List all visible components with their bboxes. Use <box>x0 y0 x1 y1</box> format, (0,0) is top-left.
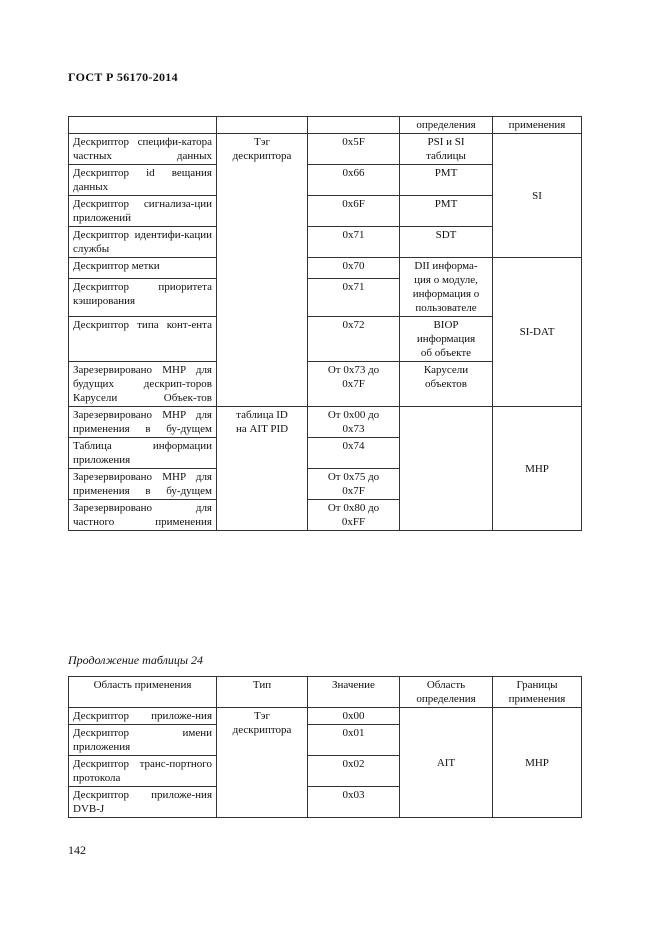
value-cell: 0x70 <box>308 258 400 279</box>
desc-cell: Дескриптор специфи-катора частных данных <box>69 134 217 165</box>
desc-cell: Зарезервировано MHP для применения в бу-дущем <box>69 469 217 500</box>
table-row <box>69 258 582 279</box>
value-cell: 0x6F <box>308 196 400 227</box>
header-cell <box>217 117 308 134</box>
table-header-row <box>69 117 582 134</box>
desc-cell: Дескриптор сигнализа-ции приложений <box>69 196 217 227</box>
desc-cell: Дескриптор идентифи-кации службы <box>69 227 217 258</box>
header-cell <box>69 117 217 134</box>
header-cell: Значение <box>308 677 400 708</box>
desc-cell: Зарезервировано MHP для применения в бу-дущем <box>69 407 217 438</box>
desc-cell: Дескриптор типа конт-ента <box>69 317 217 362</box>
header-cell: определения <box>400 117 493 134</box>
type-cell: Тэг дескриптора <box>217 708 308 818</box>
type-cell: Тэг дескриптора <box>217 134 308 407</box>
table-header-row <box>69 677 582 708</box>
scope-cell: PMT <box>400 165 493 196</box>
desc-cell: Дескриптор транс-портного протокола <box>69 756 217 787</box>
scope-cell-ait: AIT <box>400 708 493 818</box>
table-row <box>69 134 582 165</box>
desc-cell: Дескриптор приложе-ния DVB-J <box>69 787 217 818</box>
scope-cell: PMT <box>400 196 493 227</box>
value-cell: 0x71 <box>308 227 400 258</box>
header-cell: применения <box>493 117 582 134</box>
table-row <box>69 708 582 725</box>
desc-cell: Дескриптор приоритета кэширования <box>69 278 217 316</box>
descriptor-table-continued <box>68 116 582 531</box>
scope-cell: DII информа- ция о модуле, информация о пользователе <box>400 258 493 317</box>
header-cell: Область определения <box>400 677 493 708</box>
header-cell: Границы применения <box>493 677 582 708</box>
value-cell: 0x71 <box>308 278 400 316</box>
desc-cell: Дескриптор метки <box>69 258 217 279</box>
scope-cell: PSI и SI таблицы <box>400 134 493 165</box>
desc-cell: Зарезервировано MHP для будущих дескрип-торов Карусели Объек-тов <box>69 362 217 407</box>
limit-cell-si: SI <box>493 134 582 258</box>
desc-cell: Дескриптор приложе-ния <box>69 708 217 725</box>
desc-cell: Таблица информации приложения <box>69 438 217 469</box>
value-cell: 0x03 <box>308 787 400 818</box>
table-caption: Продолжение таблицы 24 <box>68 653 204 667</box>
header-cell: Тип <box>217 677 308 708</box>
value-cell: 0x66 <box>308 165 400 196</box>
value-cell: 0x00 <box>308 708 400 725</box>
scope-cell: BIOP информация об объекте <box>400 317 493 362</box>
descriptor-table-24 <box>68 676 582 818</box>
limit-cell-mhp: MHP <box>493 407 582 531</box>
value-cell: От 0x73 до 0x7F <box>308 362 400 407</box>
value-cell: 0x5F <box>308 134 400 165</box>
limit-cell-si-dat: SI-DAT <box>493 258 582 407</box>
header-cell <box>308 117 400 134</box>
document-header: ГОСТ Р 56170-2014 <box>68 70 178 84</box>
value-cell: От 0x75 до 0x7F <box>308 469 400 500</box>
value-cell: От 0x80 до 0xFF <box>308 500 400 531</box>
value-cell: 0x01 <box>308 725 400 756</box>
desc-cell: Дескриптор имени приложения <box>69 725 217 756</box>
value-cell: От 0x00 до 0x73 <box>308 407 400 438</box>
limit-cell-mhp: MHP <box>493 708 582 818</box>
scope-cell: SDT <box>400 227 493 258</box>
page-number: 142 <box>68 843 86 857</box>
value-cell: 0x74 <box>308 438 400 469</box>
desc-cell: Зарезервировано для частного применения <box>69 500 217 531</box>
header-cell: Область применения <box>69 677 217 708</box>
scope-cell-empty <box>400 407 493 531</box>
value-cell: 0x72 <box>308 317 400 362</box>
value-cell: 0x02 <box>308 756 400 787</box>
scope-cell: Карусели объектов <box>400 362 493 407</box>
desc-cell: Дескриптор id вещания данных <box>69 165 217 196</box>
table-row <box>69 407 582 438</box>
type-cell: таблица ID на AIT PID <box>217 407 308 531</box>
